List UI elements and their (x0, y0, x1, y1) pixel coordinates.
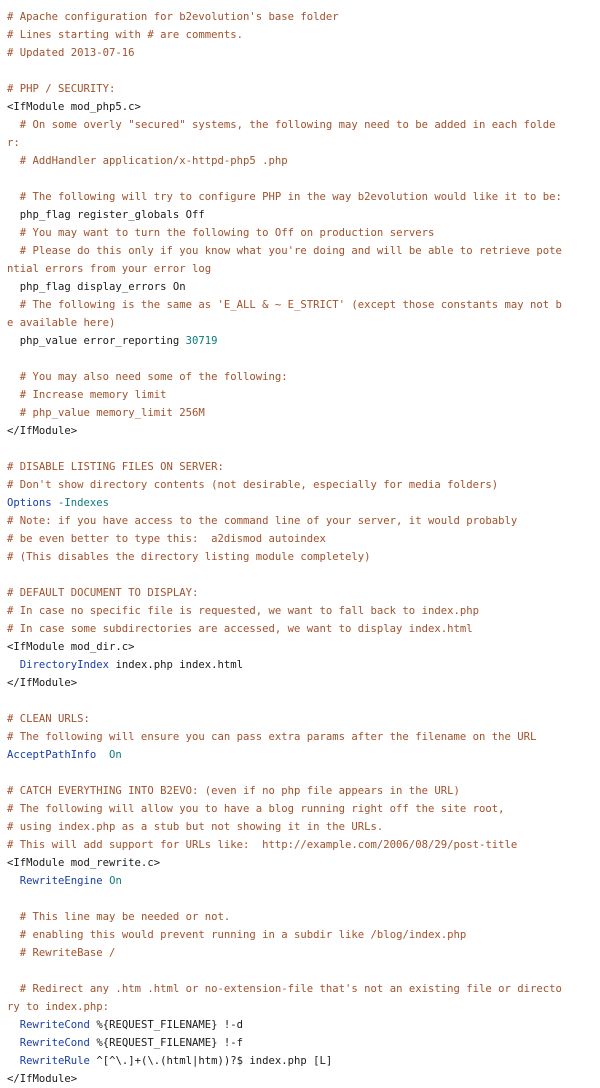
code-token (7, 227, 20, 239)
code-line (7, 206, 567, 224)
code-token: %{REQUEST_FILENAME} !-f (89, 1037, 244, 1049)
code-comment: # The following is the same as 'E_ALL & ~ E_STRICT' (except those constants may not be available here) (7, 299, 562, 329)
code-token (7, 983, 20, 995)
code-line (7, 296, 567, 332)
code-line (7, 890, 567, 908)
code-token: </IfModule> (7, 1073, 78, 1085)
code-line (7, 476, 567, 494)
code-comment: # You may also need some of the following: (19, 371, 288, 383)
code-line (7, 512, 567, 530)
code-token (7, 875, 20, 887)
code-token (7, 191, 20, 203)
code-comment: # Don't show directory contents (not desirable, especially for media folders) (7, 479, 499, 491)
code-line (7, 224, 567, 242)
code-line (7, 1034, 567, 1052)
code-comment: # CATCH EVERYTHING INTO B2EVO: (even if no php file appears in the URL) (7, 785, 460, 797)
code-line (7, 782, 567, 800)
code-line (7, 1052, 567, 1070)
code-token (7, 299, 20, 311)
code-line (7, 530, 567, 548)
code-comment: # CLEAN URLS: (7, 713, 90, 725)
code-token: index.php index.html (109, 659, 243, 671)
code-line (7, 170, 567, 188)
code-token (7, 659, 20, 671)
code-comment: # In case no specific file is requested, we want to fall back to index.php (7, 605, 479, 617)
code-line (7, 8, 567, 26)
code-line (7, 728, 567, 746)
code-token: </IfModule> (7, 425, 78, 437)
code-comment: # The following will try to configure PHP in the way b2evolution would like it to be: (19, 191, 562, 203)
code-comment: # DISABLE LISTING FILES ON SERVER: (7, 461, 224, 473)
code-token: php_flag display_errors On (7, 281, 186, 293)
code-token: RewriteCond (19, 1037, 90, 1049)
code-line (7, 818, 567, 836)
code-line (7, 386, 567, 404)
code-line (7, 26, 567, 44)
code-token: ^[^\.]+(\.(html|htm))?$ index.php [L] (89, 1055, 333, 1067)
code-token: AcceptPathInfo (7, 749, 97, 761)
code-comment: # In case some subdirectories are accessed, we want to display index.html (7, 623, 473, 635)
code-line (7, 152, 567, 170)
code-token: <IfModule mod_rewrite.c> (7, 857, 161, 869)
code-line (7, 944, 567, 962)
code-line (7, 764, 567, 782)
code-comment: # RewriteBase / (19, 947, 116, 959)
code-line (7, 674, 567, 692)
code-token: php_value error_reporting (7, 335, 186, 347)
code-line (7, 116, 567, 152)
code-comment: # DEFAULT DOCUMENT TO DISPLAY: (7, 587, 199, 599)
code-token (7, 119, 20, 131)
code-token (7, 389, 20, 401)
code-line (7, 62, 567, 80)
code-comment: # (This disables the directory listing module completely) (7, 551, 371, 563)
code-token (7, 911, 20, 923)
code-token: </IfModule> (7, 677, 78, 689)
code-comment: # be even better to type this: a2dismod autoindex (7, 533, 326, 545)
code-comment: # using index.php as a stub but not showing it in the URLs. (7, 821, 384, 833)
code-line (7, 494, 567, 512)
code-line (7, 98, 567, 116)
code-token: %{REQUEST_FILENAME} !-d (89, 1019, 244, 1031)
code-line (7, 602, 567, 620)
code-line (7, 188, 567, 206)
code-comment: # This line may be needed or not. (19, 911, 231, 923)
code-line (7, 926, 567, 944)
code-comment: # AddHandler application/x-httpd-php5 .php (19, 155, 288, 167)
code-token (7, 407, 20, 419)
code-line (7, 692, 567, 710)
code-line (7, 746, 567, 764)
code-token: <IfModule mod_dir.c> (7, 641, 135, 653)
code-comment: # Please do this only if you know what you're doing and will be able to retrieve potential errors from your error log (7, 245, 562, 275)
code-line (7, 638, 567, 656)
code-token: 30719 (185, 335, 218, 347)
code-comment: # PHP / SECURITY: (7, 83, 116, 95)
code-comment: # On some overly "secured" systems, the following may need to be added in each folder: (7, 119, 556, 149)
code-token: On (96, 749, 122, 761)
code-line (7, 962, 567, 980)
code-line (7, 368, 567, 386)
code-line (7, 80, 567, 98)
code-line (7, 980, 567, 1016)
code-token: On (102, 875, 122, 887)
code-line (7, 422, 567, 440)
code-line (7, 908, 567, 926)
code-line (7, 1016, 567, 1034)
code-line (7, 854, 567, 872)
code-token (7, 245, 20, 257)
code-comment: # Note: if you have access to the command line of your server, it would probably (7, 515, 518, 527)
code-comment: # The following will ensure you can pass extra params after the filename on the URL (7, 731, 537, 743)
code-token (7, 1019, 20, 1031)
code-comment: # You may want to turn the following to Off on production servers (19, 227, 435, 239)
code-line (7, 440, 567, 458)
code-line (7, 242, 567, 278)
code-token (7, 371, 20, 383)
code-line (7, 278, 567, 296)
code-comment: # Redirect any .htm .html or no-extension-file that's not an existing file or directory to index.php: (7, 983, 562, 1013)
code-line (7, 548, 567, 566)
code-line (7, 44, 567, 62)
code-line (7, 584, 567, 602)
code-token: RewriteRule (19, 1055, 90, 1067)
code-comment: # The following will allow you to have a blog running right off the site root, (7, 803, 505, 815)
code-line (7, 566, 567, 584)
code-token (7, 1037, 20, 1049)
code-line (7, 350, 567, 368)
code-token: Options (7, 497, 52, 509)
code-comment: # enabling this would prevent running in a subdir like /blog/index.php (19, 929, 467, 941)
code-comment: # Updated 2013-07-16 (7, 47, 135, 59)
code-line (7, 458, 567, 476)
code-line (7, 836, 567, 854)
code-line (7, 404, 567, 422)
code-token: <IfModule mod_php5.c> (7, 101, 141, 113)
code-line (7, 656, 567, 674)
code-line (7, 620, 567, 638)
code-comment: # php_value memory_limit 256M (19, 407, 205, 419)
code-comment: # Increase memory limit (19, 389, 167, 401)
code-token: DirectoryIndex (19, 659, 110, 671)
code-token (7, 947, 20, 959)
code-token (7, 155, 20, 167)
code-line (7, 710, 567, 728)
code-comment: # Lines starting with # are comments. (7, 29, 243, 41)
code-token: RewriteEngine (19, 875, 103, 887)
code-line (7, 872, 567, 890)
code-token: RewriteCond (19, 1019, 90, 1031)
code-comment: # Apache configuration for b2evolution's base folder (7, 11, 339, 23)
code-token: php_flag register_globals Off (7, 209, 205, 221)
code-line (7, 332, 567, 350)
code-token (7, 929, 20, 941)
code-line (7, 800, 567, 818)
code-line (7, 1070, 567, 1088)
code-token (7, 1055, 20, 1067)
code-token: -Indexes (51, 497, 110, 509)
code-comment: # This will add support for URLs like: http://example.com/2006/08/29/post-title (7, 839, 518, 851)
